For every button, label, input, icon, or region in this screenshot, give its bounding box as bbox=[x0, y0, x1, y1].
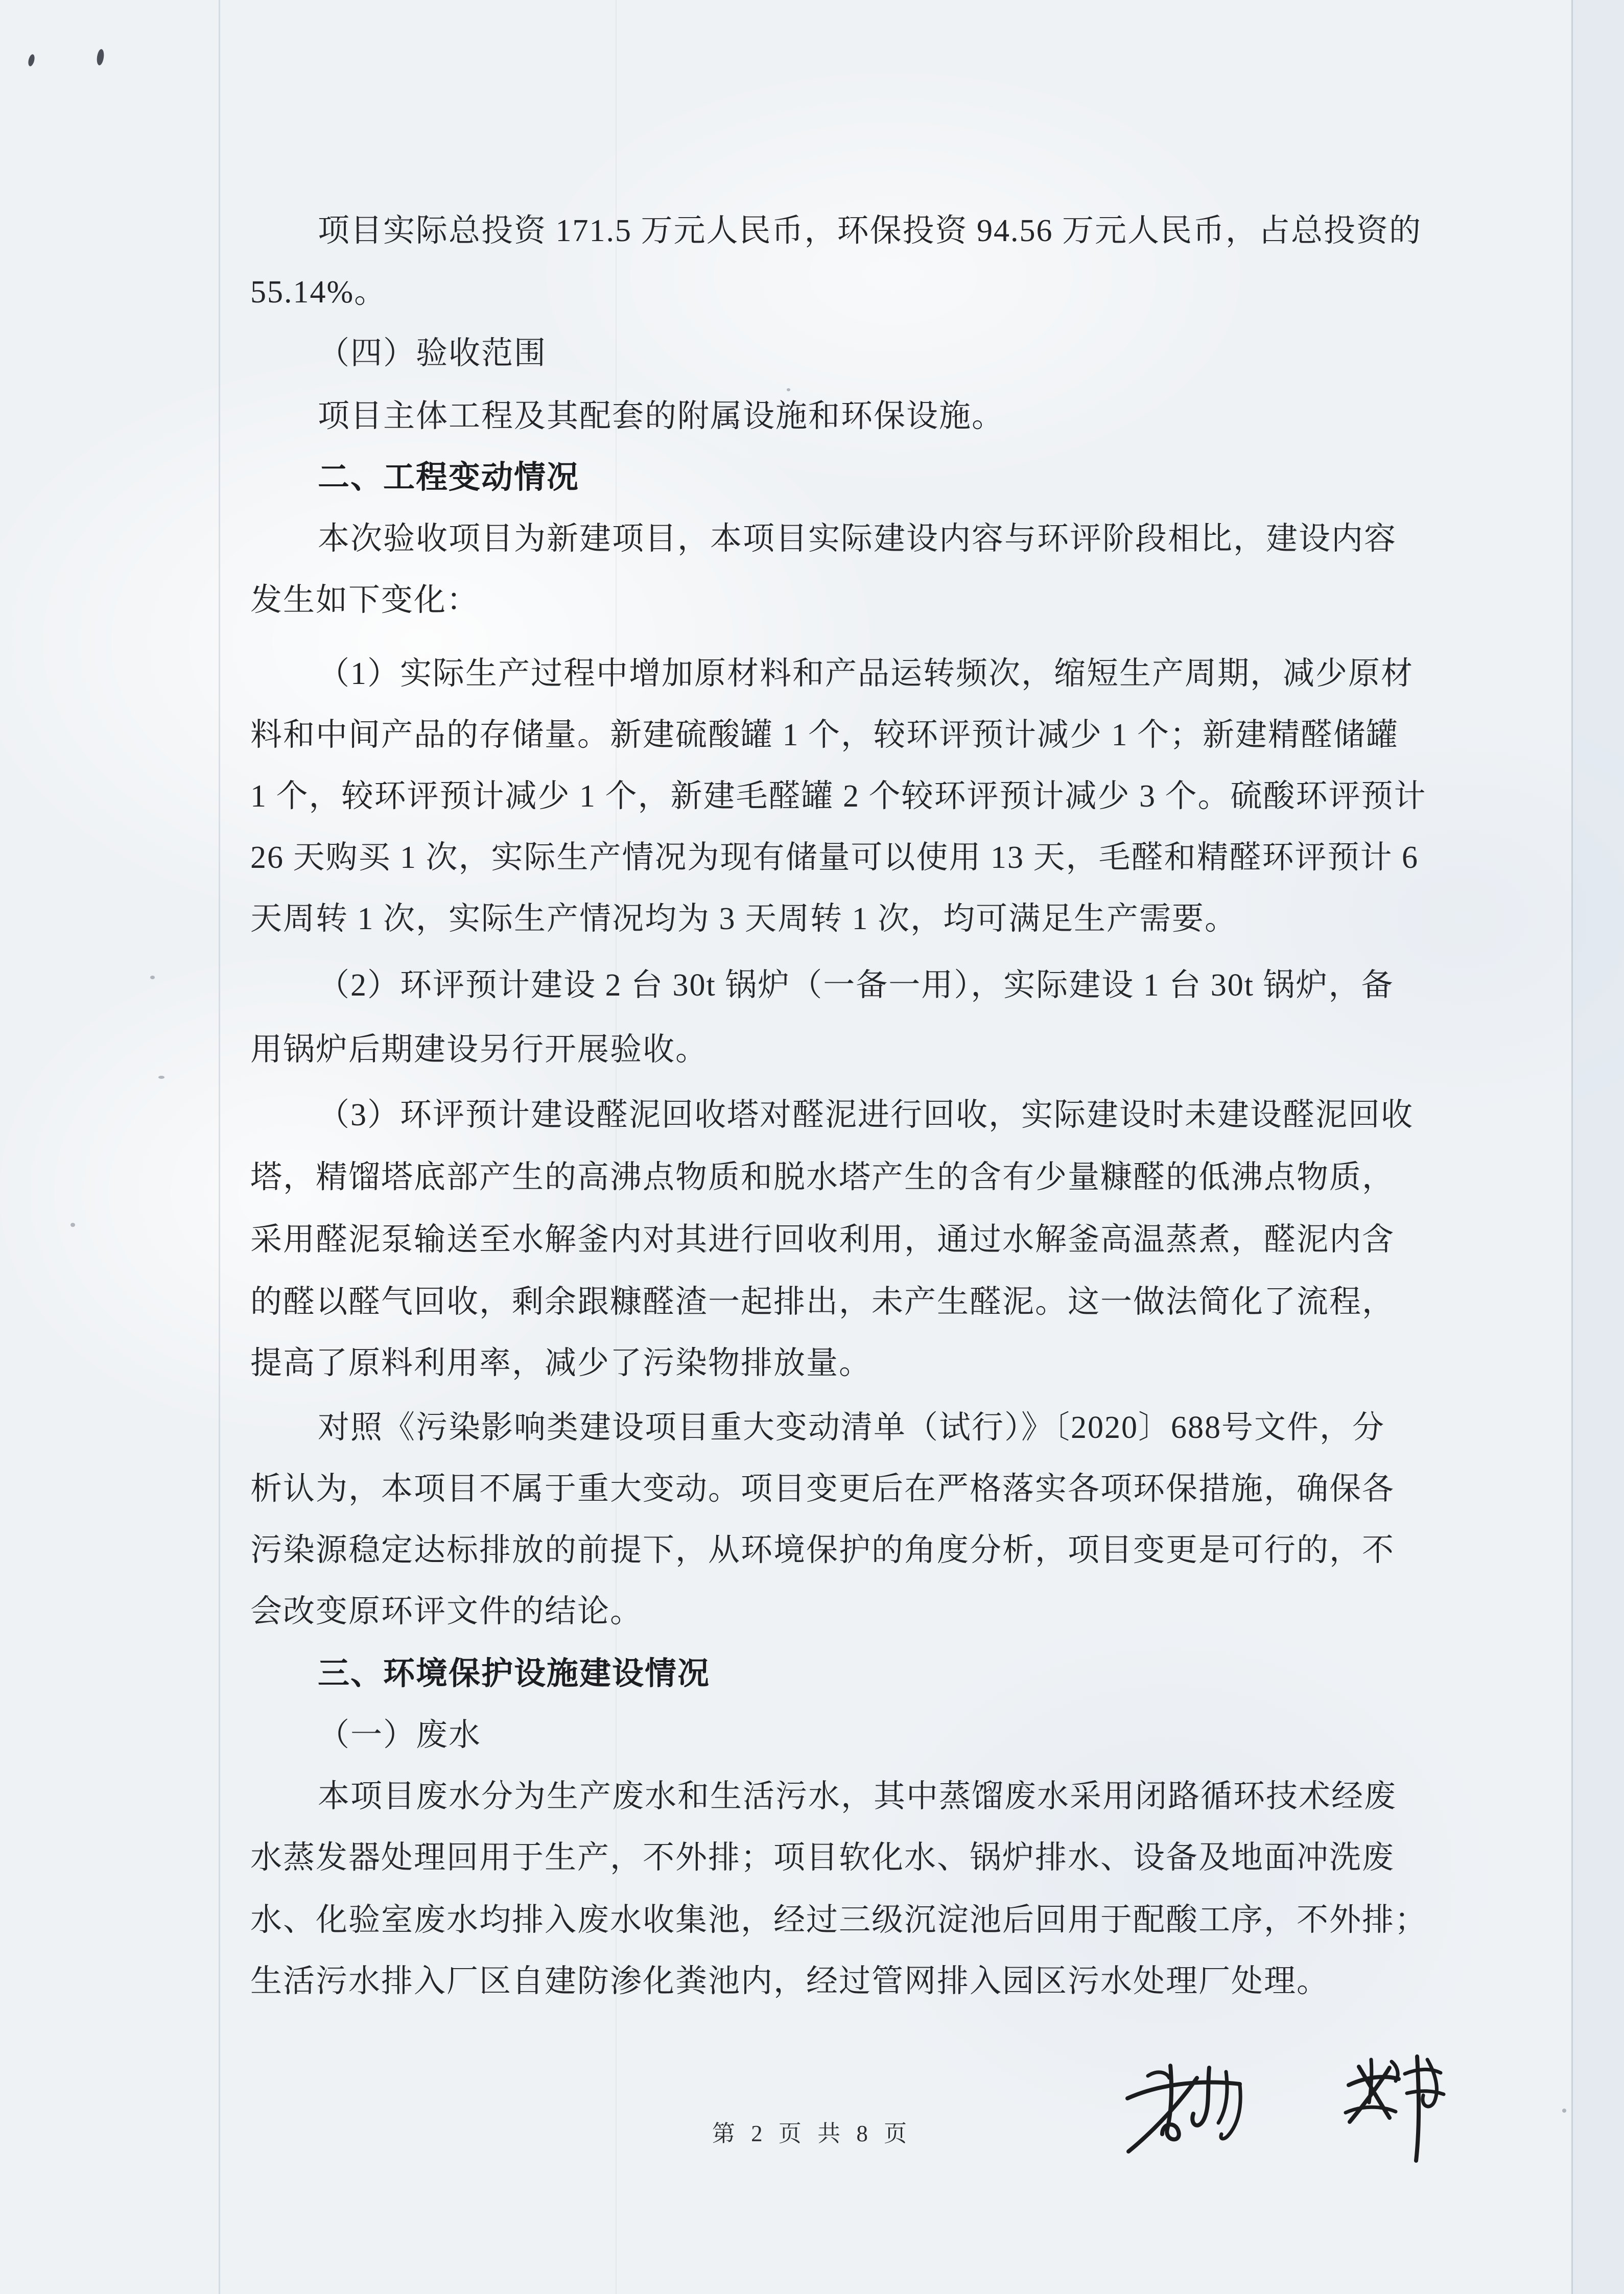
handwritten-signature-left bbox=[1121, 2059, 1244, 2161]
ink-speck bbox=[70, 1223, 75, 1227]
text-line: 污染源稳定达标排放的前提下，从环境保护的角度分析，项目变更是可行的，不 bbox=[250, 1533, 1395, 1568]
text-line: 会改变原环评文件的结论。 bbox=[250, 1594, 643, 1629]
text-line: （一）废水 bbox=[318, 1718, 482, 1753]
ink-speck bbox=[27, 54, 35, 67]
page-number: 第 2 页 共 8 页 bbox=[712, 2121, 912, 2146]
text-line: （四）验收范围 bbox=[318, 336, 547, 371]
text-line: 析认为，本项目不属于重大变动。项目变更后在严格落实各项环保措施，确保各 bbox=[250, 1472, 1395, 1506]
text-line: 的醛以醛气回收，剩余跟糠醛渣一起排出，未产生醛泥。这一做法简化了流程， bbox=[250, 1285, 1395, 1319]
text-line: 用锅炉后期建设另行开展验收。 bbox=[250, 1032, 709, 1067]
ink-speck bbox=[787, 388, 790, 391]
text-line: 料和中间产品的存储量。新建硫酸罐 1 个，较环评预计减少 1 个；新建精醛储罐 bbox=[250, 718, 1399, 752]
section-heading: 三、环境保护设施建设情况 bbox=[318, 1656, 711, 1691]
text-line: 生活污水排入厂区自建防渗化粪池内，经过管网排入园区污水处理厂处理。 bbox=[250, 1964, 1330, 1999]
ink-speck bbox=[158, 1076, 164, 1079]
text-line: 本次验收项目为新建项目，本项目实际建设内容与环评阶段相比，建设内容 bbox=[318, 522, 1397, 556]
scan-edge-tint bbox=[1573, 0, 1624, 2294]
text-line: （1）实际生产过程中增加原材料和产品运转频次，缩短生产周期，减少原材 bbox=[318, 656, 1414, 691]
handwritten-signature-right bbox=[1339, 2052, 1460, 2167]
scan-artifact-vertical-line bbox=[219, 0, 220, 2294]
text-line: 提高了原料利用率，减少了污染物排放量。 bbox=[250, 1346, 872, 1381]
text-line: 发生如下变化： bbox=[250, 583, 480, 618]
text-line: 1 个，较环评预计减少 1 个，新建毛醛罐 2 个较环评预计减少 3 个。硫酸环评预计 bbox=[250, 779, 1427, 814]
text-line: （3）环评预计建设醛泥回收塔对醛泥进行回收，实际建设时未建设醛泥回收 bbox=[318, 1098, 1414, 1132]
ink-speck bbox=[150, 976, 155, 979]
text-line: （2）环评预计建设 2 台 30t 锅炉（一备一用），实际建设 1 台 30t 锅炉，备 bbox=[318, 968, 1394, 1003]
text-line: 采用醛泥泵输送至水解釜内对其进行回收利用，通过水解釜高温蒸煮，醛泥内含 bbox=[250, 1222, 1395, 1257]
text-line: 项目实际总投资 171.5 万元人民币，环保投资 94.56 万元人民币，占总投资的 bbox=[318, 214, 1422, 248]
text-line: 项目主体工程及其配套的附属设施和环保设施。 bbox=[318, 399, 1005, 434]
ink-speck bbox=[96, 49, 105, 65]
section-heading: 二、工程变动情况 bbox=[318, 460, 580, 495]
text-line: 塔，精馏塔底部产生的高沸点物质和脱水塔产生的含有少量糠醛的低沸点物质， bbox=[250, 1160, 1395, 1195]
text-line: 26 天购买 1 次，实际生产情况为现有储量可以使用 13 天，毛醛和精醛环评预计 6 bbox=[250, 840, 1419, 875]
text-line: 本项目废水分为生产废水和生活污水，其中蒸馏废水采用闭路循环技术经废 bbox=[318, 1779, 1397, 1814]
text-line: 对照《污染影响类建设项目重大变动清单（试行）》〔2020〕688号文件，分 bbox=[318, 1410, 1385, 1445]
text-line: 水蒸发器处理回用于生产，不外排；项目软化水、锅炉排水、设备及地面冲洗废 bbox=[250, 1840, 1395, 1875]
text-line: 天周转 1 次，实际生产情况均为 3 天周转 1 次，均可满足生产需要。 bbox=[250, 902, 1238, 936]
text-line: 水、化验室废水均排入废水收集池，经过三级沉淀池后回用于配酸工序，不外排； bbox=[250, 1903, 1428, 1937]
ink-speck bbox=[1562, 2109, 1566, 2113]
text-line: 55.14%。 bbox=[250, 275, 387, 310]
scan-artifact-vertical-line bbox=[616, 0, 617, 2294]
